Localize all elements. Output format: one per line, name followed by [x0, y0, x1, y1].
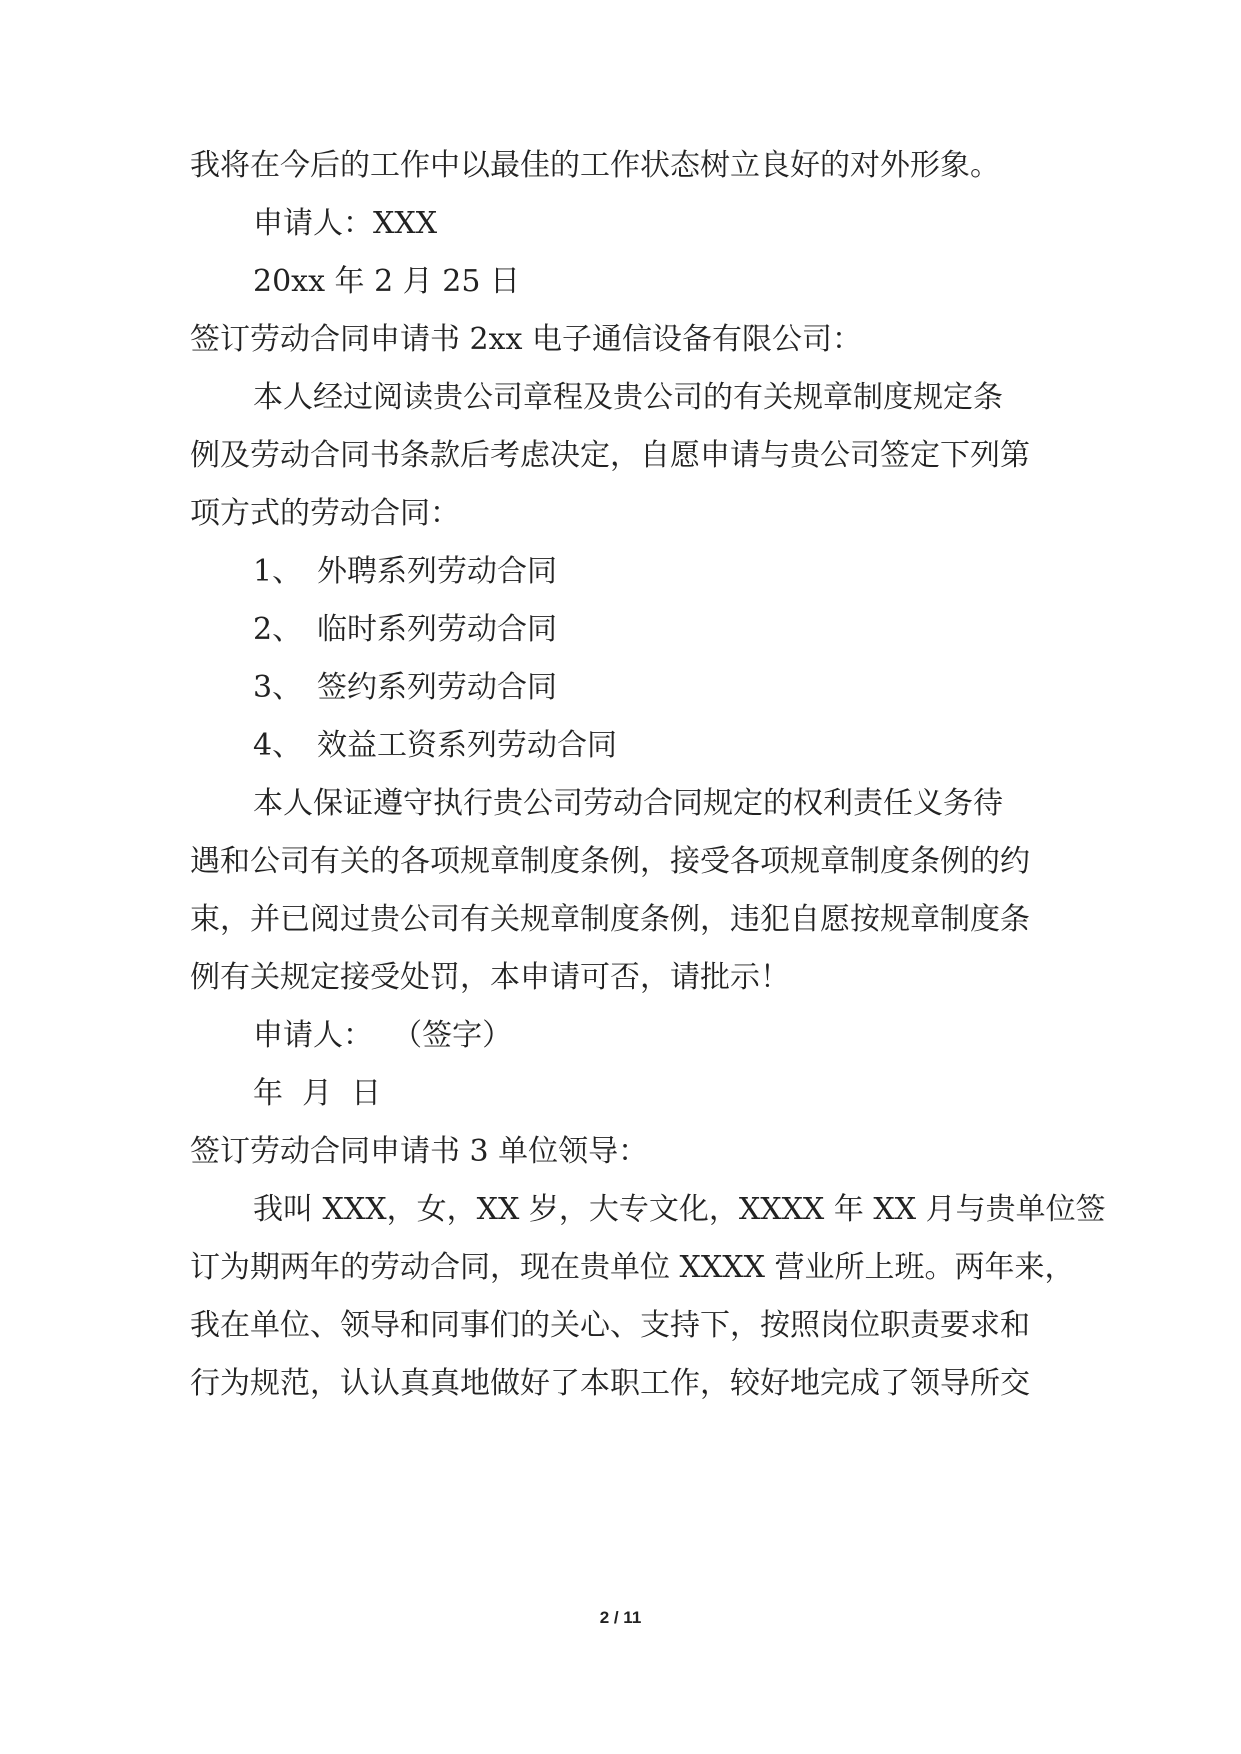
section-heading-3: 签订劳动合同申请书 3 单位领导： [190, 1134, 649, 1169]
list-item [253, 726, 1123, 766]
list-item-label: 效益工资系列劳动合同 [317, 728, 617, 763]
date-line: 年 月 日 [253, 1076, 382, 1111]
list-item [253, 610, 1123, 650]
list-item [253, 668, 1123, 708]
list-item-label: 签约系列劳动合同 [317, 670, 557, 705]
paragraph-line: 我在单位、领导和同事们的关心、支持下，按照岗位职责要求和 [190, 1308, 1030, 1343]
list-item-number: 2、 [253, 612, 303, 647]
page-number: 2 / 11 [599, 1608, 642, 1627]
paragraph-line: 例有关规定接受处罚，本申请可否，请批示！ [190, 960, 790, 995]
list-item-label: 临时系列劳动合同 [317, 612, 557, 647]
signature-line: 申请人： （签字） [253, 1018, 513, 1053]
paragraph-line: 订为期两年的劳动合同，现在贵单位 XXXX 营业所上班。两年来， [190, 1250, 1075, 1285]
paragraph-line: 项方式的劳动合同： [190, 496, 460, 531]
paragraph-line: 束，并已阅过贵公司有关规章制度条例，违犯自愿按规章制度条 [190, 902, 1030, 937]
paragraph-line: 遇和公司有关的各项规章制度条例，接受各项规章制度条例的约 [190, 844, 1030, 879]
applicant-line: 申请人：XXX [253, 206, 438, 241]
paragraph-line: 本人保证遵守执行贵公司劳动合同规定的权利责任义务待 [253, 786, 1003, 821]
paragraph-line: 例及劳动合同书条款后考虑决定，自愿申请与贵公司签定下列第 [190, 438, 1030, 473]
list-item [253, 552, 1123, 592]
paragraph-line: 我将在今后的工作中以最佳的工作状态树立良好的对外形象。 [190, 148, 1000, 183]
paragraph-line: 行为规范，认认真真地做好了本职工作，较好地完成了领导所交 [190, 1366, 1030, 1401]
date-line: 20xx 年 2 月 25 日 [253, 264, 520, 299]
paragraph-line: 本人经过阅读贵公司章程及贵公司的有关规章制度规定条 [253, 380, 1003, 415]
paragraph-line: 我叫 XXX，女，XX 岁，大专文化，XXXX 年 XX 月与贵单位签 [253, 1192, 1106, 1227]
list-item-label: 外聘系列劳动合同 [317, 554, 557, 589]
section-heading-2: 签订劳动合同申请书 2xx 电子通信设备有限公司： [190, 322, 862, 357]
list-item-number: 4、 [253, 728, 303, 763]
list-item-number: 1、 [253, 554, 303, 589]
list-item-number: 3、 [253, 670, 303, 705]
